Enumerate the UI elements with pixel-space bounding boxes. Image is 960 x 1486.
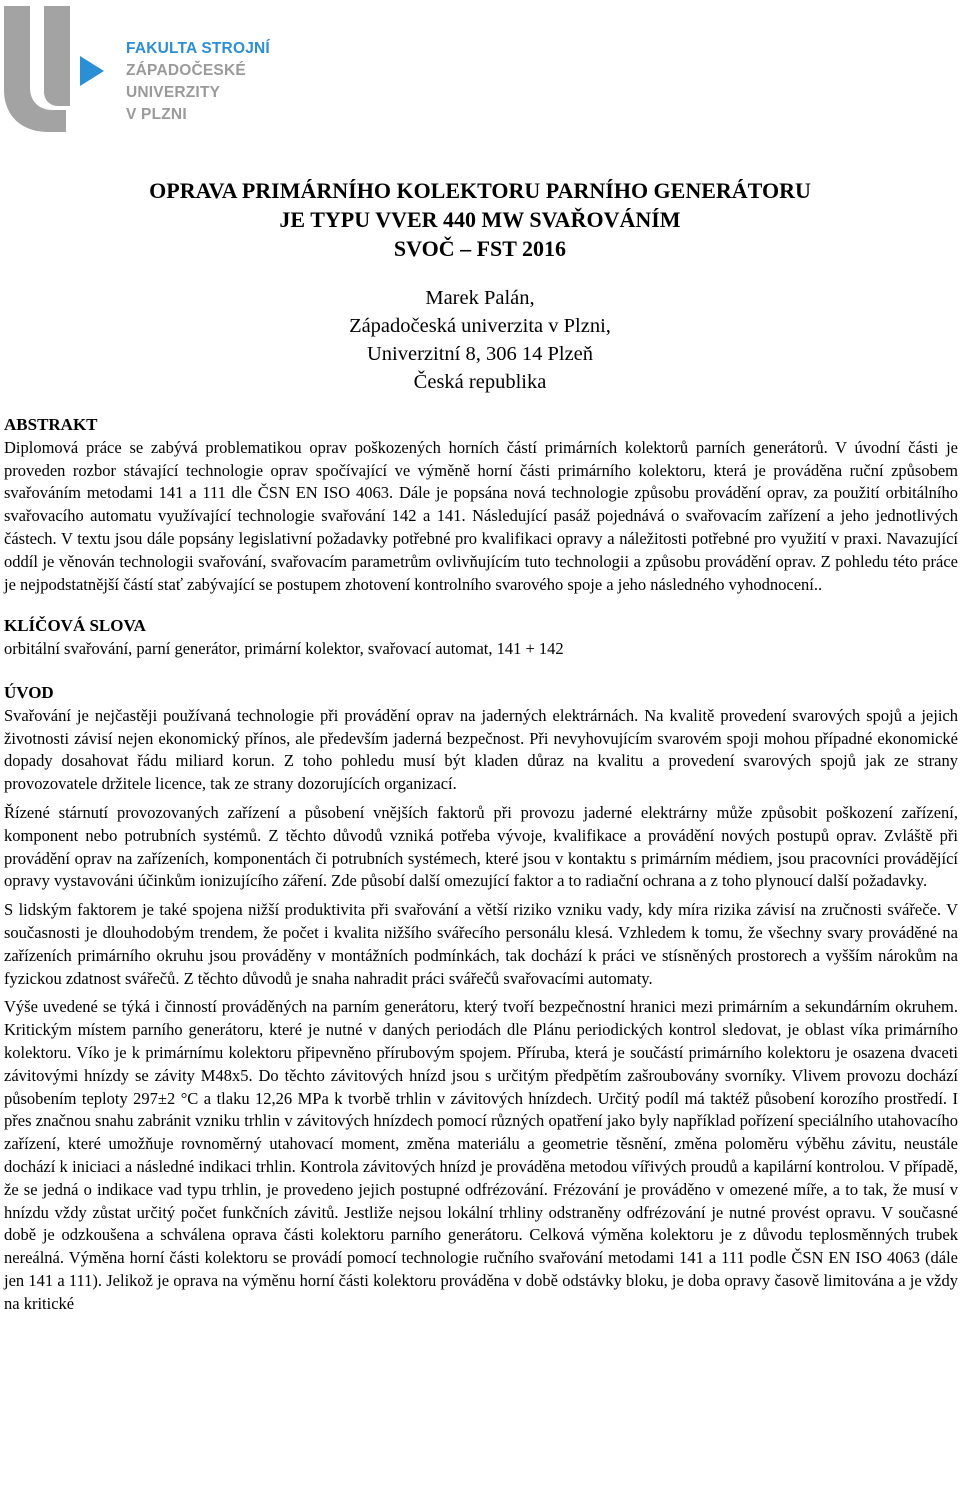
title-line-3: SVOČ – FST 2016 <box>393 236 567 261</box>
author-university: Západočeská univerzita v Plzni, <box>349 315 611 337</box>
intro-heading: ÚVOD <box>4 682 54 702</box>
page-header <box>0 0 960 140</box>
author-address: Univerzitní 8, 306 14 Plzeň <box>366 343 594 365</box>
university-u-logo-icon <box>4 6 104 132</box>
keywords-text: orbitální svařování, parní generátor, primární kolektor, svařovací automat, 141 + 142 <box>4 639 564 659</box>
faculty-line-1: FAKULTA STROJNÍ <box>126 40 270 57</box>
abstract-text: Diplomová práce se zabývá problematikou oprav poškozených horních částí primárních kolektorů parních generátorů. V úvodní části je proveden rozbor stávající technologie oprav spočívající ve výměně horní části primárního kolektoru, která je prováděna ruční způsobem svařováním metodami 141 a 111 dle ČSN EN ISO 4063. Dále je popsána nová technologie způsobu provádění oprav, za použití orbitálního svařovacího automatu využívající technologie svařování 142 a 141. Následující pasáž pojednává o svařovacím zařízení a jeho jednotlivých částech. V textu jsou dále popsány legislativní požadavky potřebné pro kvalifikaci opravy a náležitosti potřebné pro využití v praxi. Navazující oddíl je věnován technologii svařování, svařovacím parametrům ovlivňujícím tuto technologii a způsobu provádění oprav. Z pohledu této práce je nejpodstatnější částí stať zabývající se postupem zhotovení kontrolního svarového spoje a jeho následného vyhodnocení.. <box>4 437 958 594</box>
author-info <box>0 284 960 396</box>
intro-paragraph-2: Řízené stárnutí provozovaných zařízení a působení vnějších faktorů při provozu jaderné elektrárny může způsobit poškození zařízení, komponent nebo potrubních systémů. Z těchto důvodů vzniká potřeba vývoje, kvalifikace a provádění nových postupů oprav. Zvláště při provádění oprav na zařízeních, komponentách či potrubních systémech, které jsou v kontaktu s primárním médiem, jsou pracovníci provádějící opravy vystavováni účinkům ionizujícího záření. Zde působí další omezující faktor a to radiační ochrana a z toho plynoucí další požadavky. <box>4 802 958 891</box>
faculty-name <box>126 38 270 126</box>
intro-paragraph-4: Výše uvedené se týká i činností prováděných na parním generátoru, který tvoří bezpečnostní hranici mezi primárním a sekundárním okruhem. Kritickým místem parního generátoru, které je nutné v daných periodách dle Plánu periodických kontrol sledovat, je oblast víka primárního kolektoru. Víko je k primárnímu kolektoru připevněno přírubovým spojem. Příruba, která je součástí primárního kolektoru je osazena dvaceti závitovými hnízdy se závity M48x5. Do těchto závitových hnízd jsou s určitým předpětím zašroubovány svorníky. Vlivem provozu dochází působením teploty 297±2 °C a tlaku 12,26 MPa k tvorbě trhlin v závitových hnízdech. Určitý podíl má taktéž působení korozího prostředí. I přes značnou snahu zabránit vzniku trhlin v závitových hnízdech pomocí různých opatření jako byly například pořízení speciálního utahovacího zařízení, které umožňuje rovnoměrný utahovací moment, změna materiálu a geometrie těsnění, změna poloměru výběhu závitu, neustále dochází k iniciaci a následné indikaci trhlin. Kontrola závitových hnízd je prováděna metodou vířivých proudů a kapilární kontrolou. V případě, že se jedná o indikace vad typu trhlin, je provedeno jejich postupné odfrézování. Frézování je prováděno v omezené míře, a to tak, že musí v hnízdu vždy zůstat určitý počet funkčních závitů. Jestliže nejsou lokální trhliny odstraněny odfrézování je nutné provést opravu. V současné době je odzkoušena a schválena oprava části kolektoru parního generátoru. Celková výměna kolektoru je z důvodu teplosměnných trubek nereálná. Výměna horní části kolektoru se provádí pomocí technologie ručního svařování metodami 141 a 111 podle ČSN EN ISO 4063 (dále jen 141 a 111). Jelikož je oprava na výměnu horní části kolektoru prováděna v době odstávky bloku, je doba opravy časově limitována a je vždy na kritické <box>4 997 958 1313</box>
author-country: Česká republika <box>413 371 547 393</box>
faculty-line-2: ZÁPADOČESKÉ <box>126 62 246 79</box>
faculty-line-3: UNIVERZITY <box>126 84 221 101</box>
document-title <box>0 176 960 263</box>
abstract-heading: ABSTRAKT <box>4 415 98 434</box>
intro-paragraph-1: Svařování je nejčastěji používaná technologie při provádění oprav na jaderných elektrárnách. Na kvalitě provedení svarových spojů a jejich životnosti závisí nejen ekonomický přínos, ale především jaderná bezpečnost. Při nevyhovujícím svarovém spoji mohou případné ekonomické dopady dosahovat řádu miliard korun. Z toho pohledu musí být kladen důraz na kvalitu a provedení svarových spojů jak ze strany provozovatele držitele licence, tak ze strany dozorujících organizací. <box>4 705 958 794</box>
document-body <box>4 414 958 1315</box>
author-name: Marek Palán, <box>425 287 535 309</box>
faculty-line-4: V PLZNI <box>126 106 187 123</box>
title-line-1: OPRAVA PRIMÁRNÍHO KOLEKTORU PARNÍHO GENERÁTORU <box>149 178 811 203</box>
intro-paragraph-3: S lidským faktorem je také spojena nižší produktivita při svařování a větší riziko vzniku vady, kdy míra rizika závisí na zručnosti svářeče. V současnosti je dlouhodobým trendem, že počet i kvalita nižšího svářecího personálu klesá. Vzhledem k tomu, že všechny svary prováděné na zařízeních primárního okruhu jsou prováděny v montážních podmínkách, tak dochází k práci ve stísněných prostorech a vyšším nárokům na fyzickou zdatnost svářečů. Z těchto důvodů je snaha nahradit práci svářečů svařovacími automaty. <box>4 900 958 988</box>
keywords-heading: KLÍČOVÁ SLOVA <box>4 616 146 636</box>
title-line-2: JE TYPU VVER 440 MW SVAŘOVÁNÍM <box>279 207 681 232</box>
